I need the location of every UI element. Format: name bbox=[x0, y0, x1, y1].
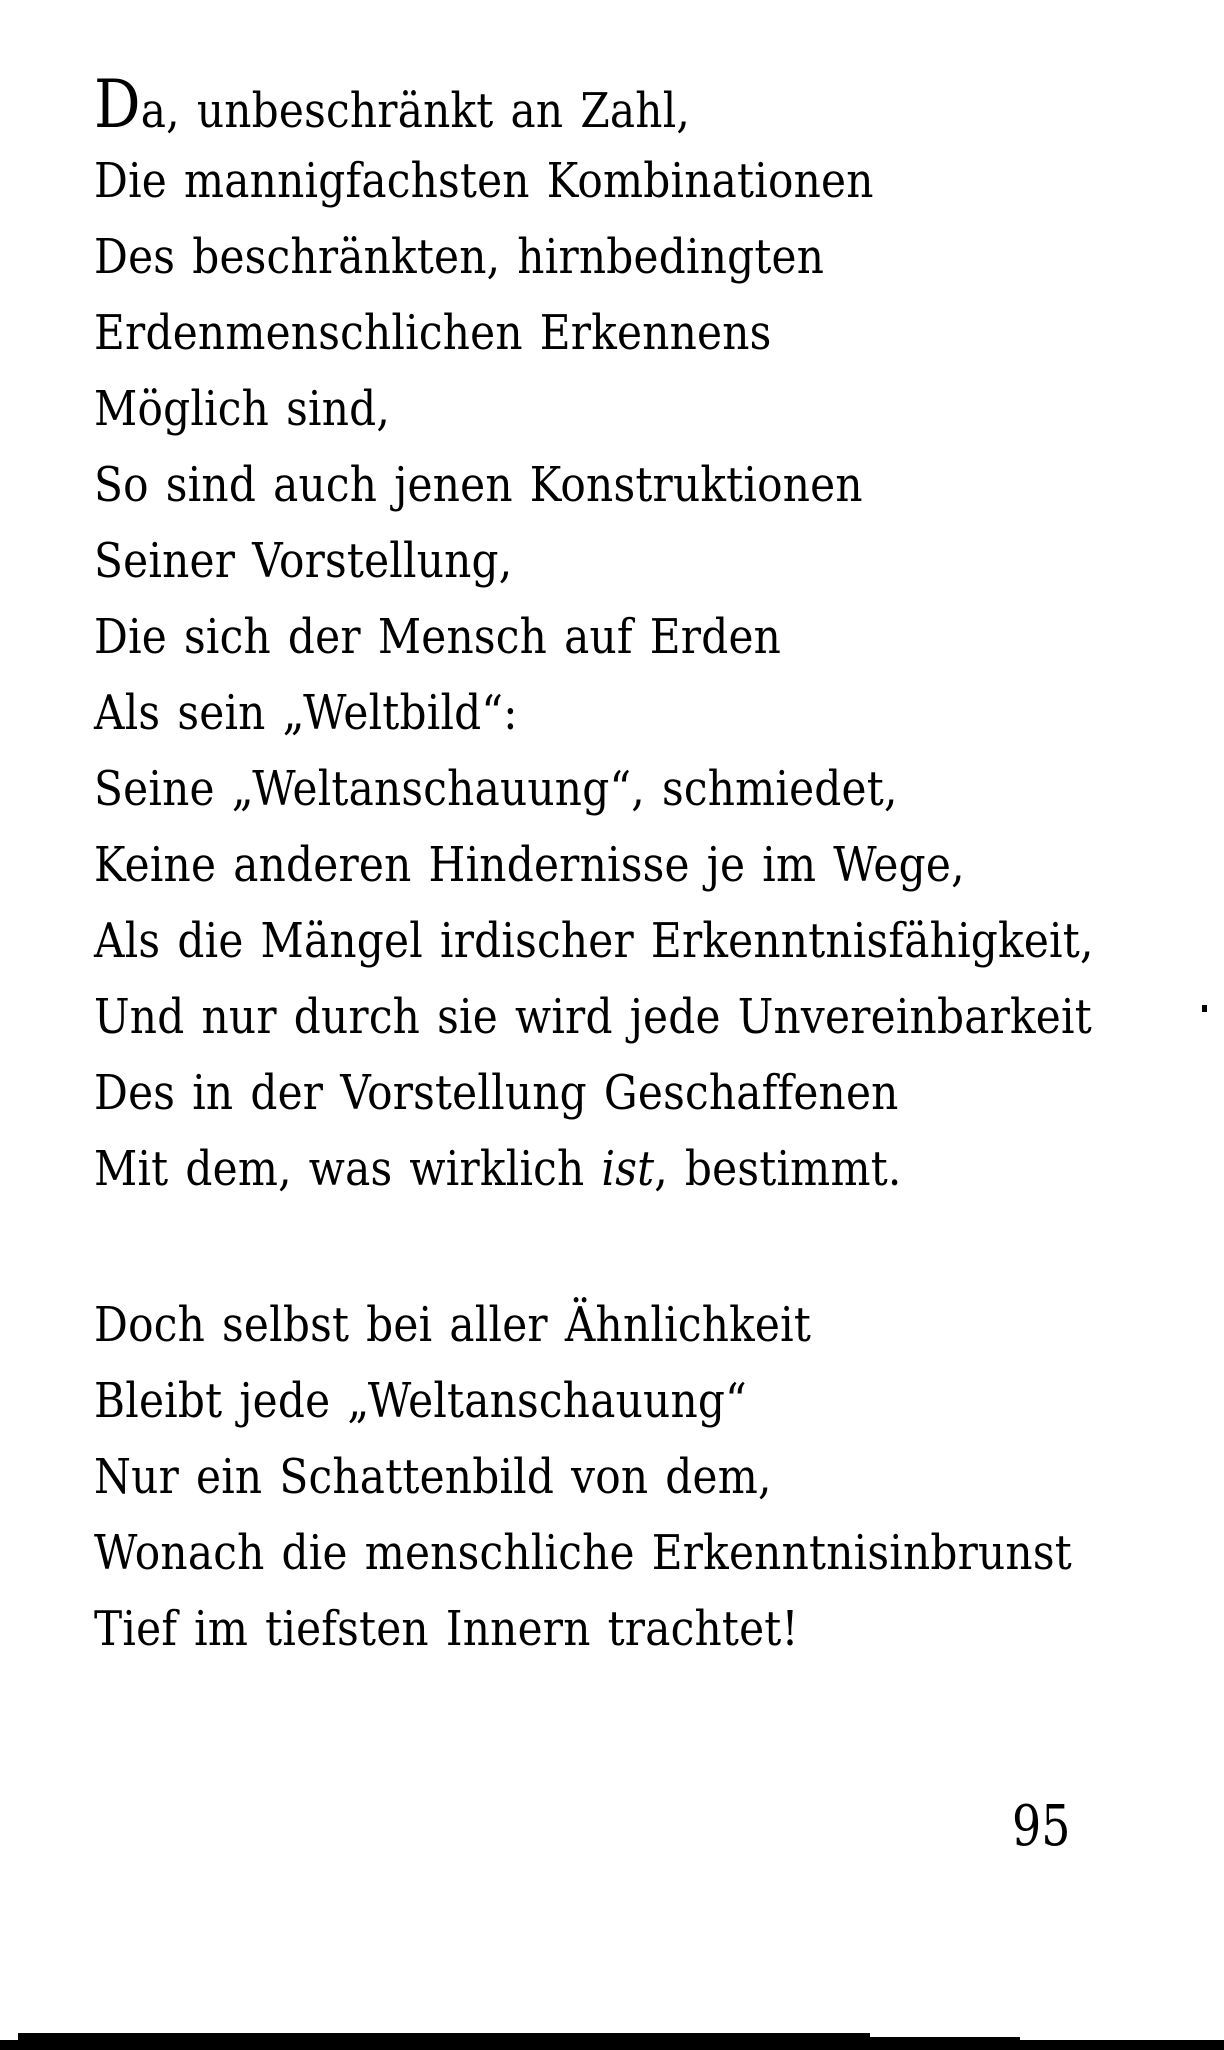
poem-line: Erdenmenschlichen Erkennens bbox=[94, 305, 772, 361]
poem-line: Wonach die menschliche Erkenntnisinbrunst bbox=[94, 1525, 1072, 1581]
poem-line: Seine „Weltanschauung“, schmiedet, bbox=[94, 761, 898, 817]
poem-line: Nur ein Schattenbild von dem, bbox=[94, 1449, 772, 1505]
scan-edge-bar bbox=[868, 2037, 1020, 2050]
scan-edge-bar bbox=[1128, 2043, 1224, 2050]
poem-line: Doch selbst bei aller Ähnlichkeit bbox=[94, 1297, 812, 1353]
stanza-2 bbox=[94, 1287, 1094, 1667]
poem-line: Des in der Vorstellung Geschaffenen bbox=[94, 1065, 899, 1121]
poem-line: Tief im tiefsten Innern trachtet! bbox=[94, 1601, 799, 1657]
stanza-break bbox=[94, 1207, 1094, 1287]
poem-line: Die mannigfachsten Kombinationen bbox=[94, 153, 874, 209]
initial-capital: D bbox=[94, 66, 141, 143]
stanza-1 bbox=[94, 67, 1094, 1207]
page-number: 95 bbox=[1012, 1794, 1071, 1859]
emphasized-word: ist bbox=[601, 1141, 655, 1197]
ink-speck bbox=[1202, 1005, 1207, 1012]
poem-line: Und nur durch sie wird jede Unvereinbarkeit bbox=[94, 989, 1092, 1045]
poem-line: Bleibt jede „Weltanschauung“ bbox=[94, 1373, 747, 1429]
poem-line: Möglich sind, bbox=[94, 381, 391, 437]
scan-edge-bar bbox=[18, 2033, 870, 2050]
poem-line: So sind auch jenen Konstruktionen bbox=[94, 457, 863, 513]
poem-line: Die sich der Mensch auf Erden bbox=[94, 609, 782, 665]
poem-line: Mit dem, was wirklich ist, bestimmt. bbox=[94, 1141, 902, 1197]
poem-line: Als sein „Weltbild“: bbox=[94, 685, 518, 741]
poem-line: Keine anderen Hindernisse je im Wege, bbox=[94, 837, 965, 893]
poem-line: Des beschränkten, hirnbedingten bbox=[94, 229, 825, 285]
poem-line: Seiner Vorstellung, bbox=[94, 533, 513, 589]
poem-line: Als die Mängel irdischer Erkenntnisfähigkeit, bbox=[94, 913, 1094, 969]
poem bbox=[94, 67, 1094, 1667]
poem-line: Da, unbeschränkt an Zahl, bbox=[94, 66, 691, 143]
